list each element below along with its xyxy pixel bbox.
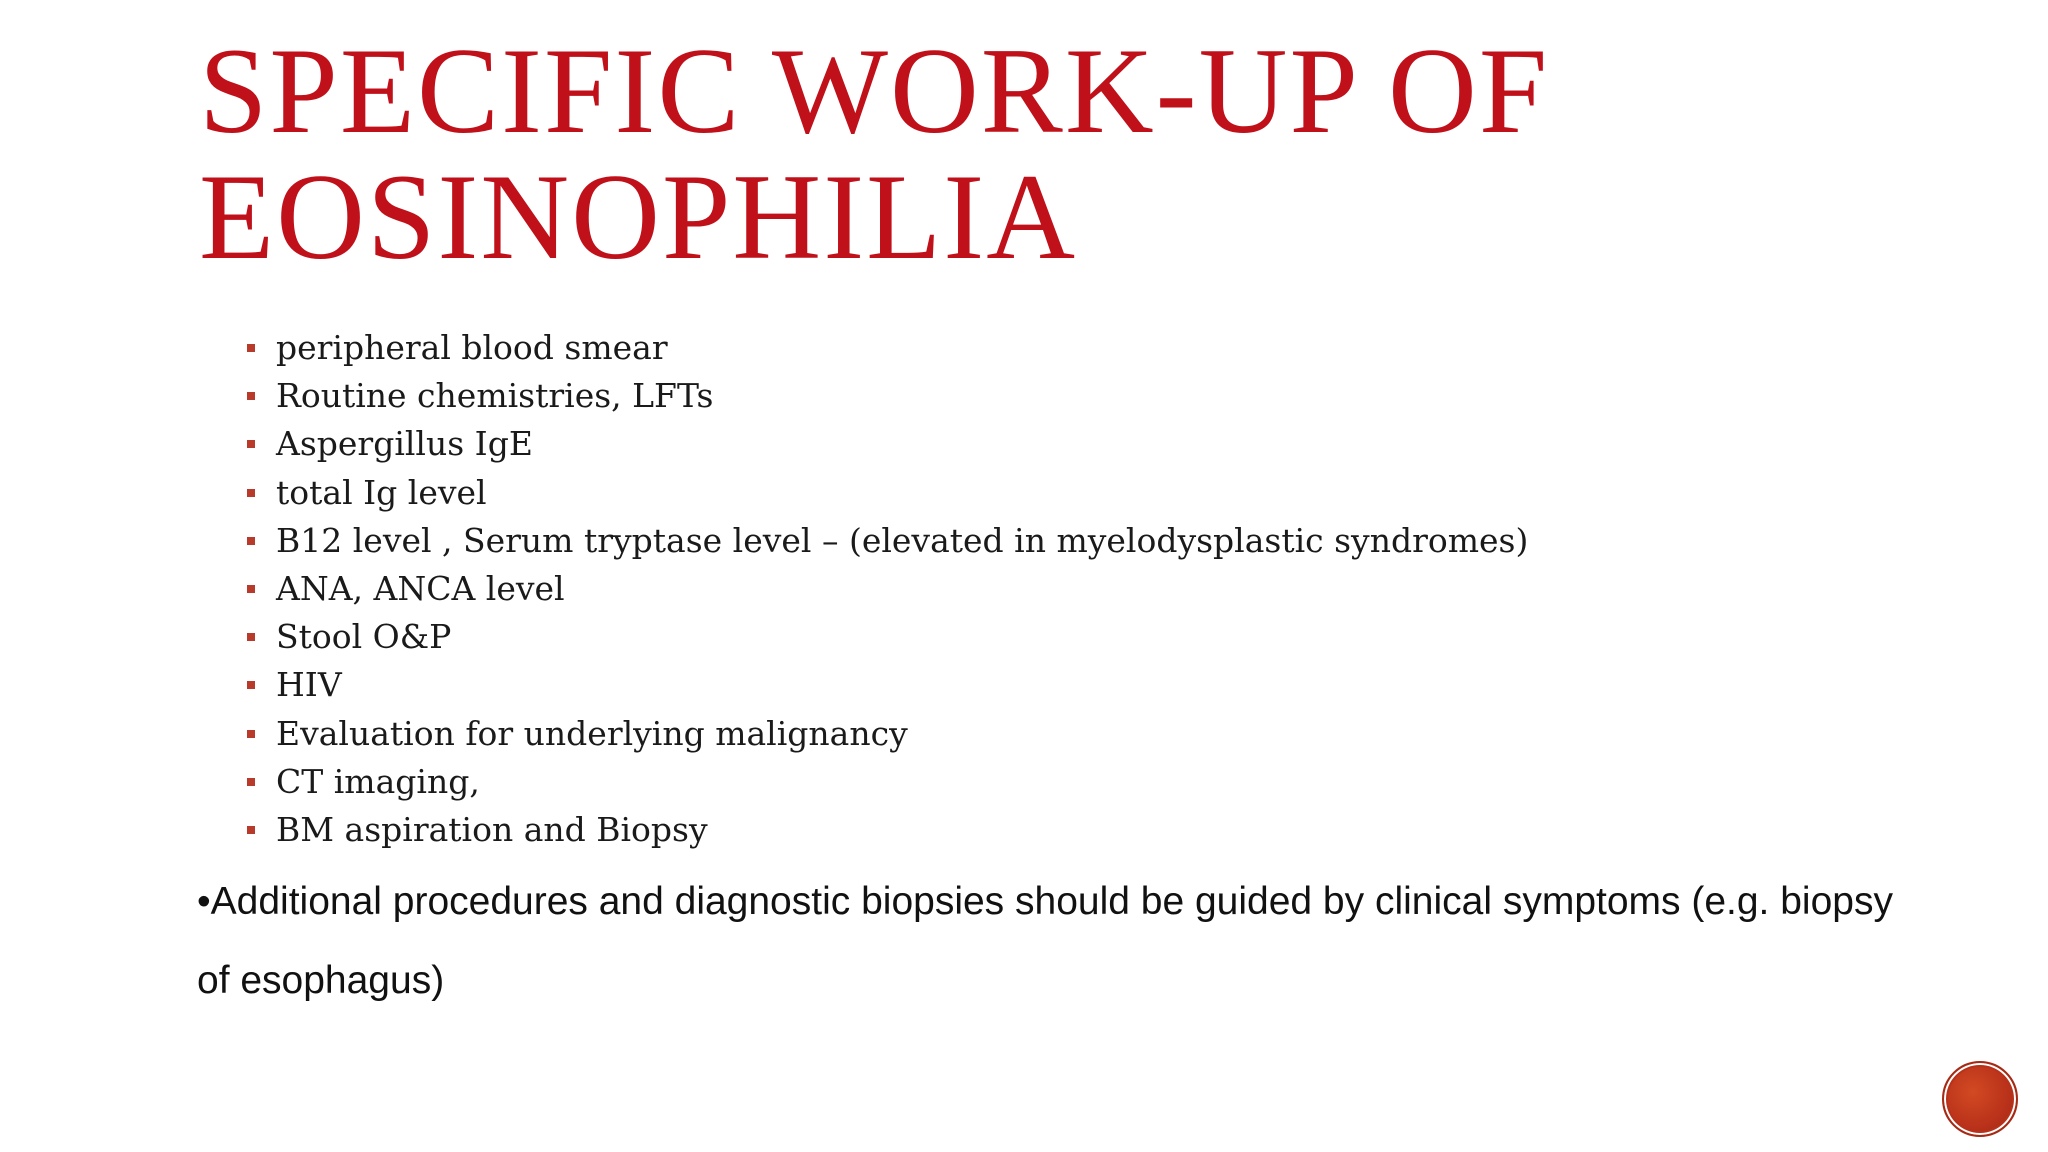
list-item [244,806,1528,854]
list-item-text: peripheral blood smear [276,328,668,367]
bullet-list [244,324,1528,854]
list-item [244,469,1528,517]
list-item-text: Routine chemistries, LFTs [276,376,714,416]
additional-procedures-note: •Additional procedures and diagnostic biopsies should be guided by clinical symptoms (e.g. biopsy of esophagus) [197,880,1893,1002]
list-item-text: BM aspiration and Biopsy [276,809,708,849]
list-item [244,324,1528,372]
list-item-text: ANA, ANCA level [276,568,565,608]
slide-title [199,22,1899,285]
list-item [244,420,1528,468]
list-item-text: total Ig level [276,472,487,512]
list-item [244,661,1528,709]
list-item [244,613,1528,661]
square-bullet-icon [247,826,255,834]
list-item-text: Stool O&P [276,617,452,657]
square-bullet-icon [247,344,255,352]
square-bullet-icon [247,489,255,497]
title-line-1: SPECIFIC WORK-UP OF [199,22,1550,159]
list-item [244,372,1528,420]
title-line-2: EOSINOPHILIA [199,148,1078,285]
square-bullet-icon [247,537,255,545]
circle-nav-icon[interactable] [1942,1061,2018,1137]
list-item-text: B12 level , Serum tryptase level – (elevated in myelodysplastic syndromes) [276,520,1529,560]
list-item [244,565,1528,613]
list-item-text: CT imaging, [276,761,480,801]
square-bullet-icon [247,730,255,738]
square-bullet-icon [247,633,255,641]
square-bullet-icon [247,440,255,448]
list-item-text: Evaluation for underlying malignancy [276,713,908,753]
list-item [244,517,1528,565]
square-bullet-icon [247,392,255,400]
list-item [244,758,1528,806]
list-item-text: Aspergillus IgE [276,424,533,464]
list-item [244,710,1528,758]
list-item-text: HIV [276,665,342,705]
square-bullet-icon [247,681,255,689]
square-bullet-icon [247,778,255,786]
square-bullet-icon [247,585,255,593]
